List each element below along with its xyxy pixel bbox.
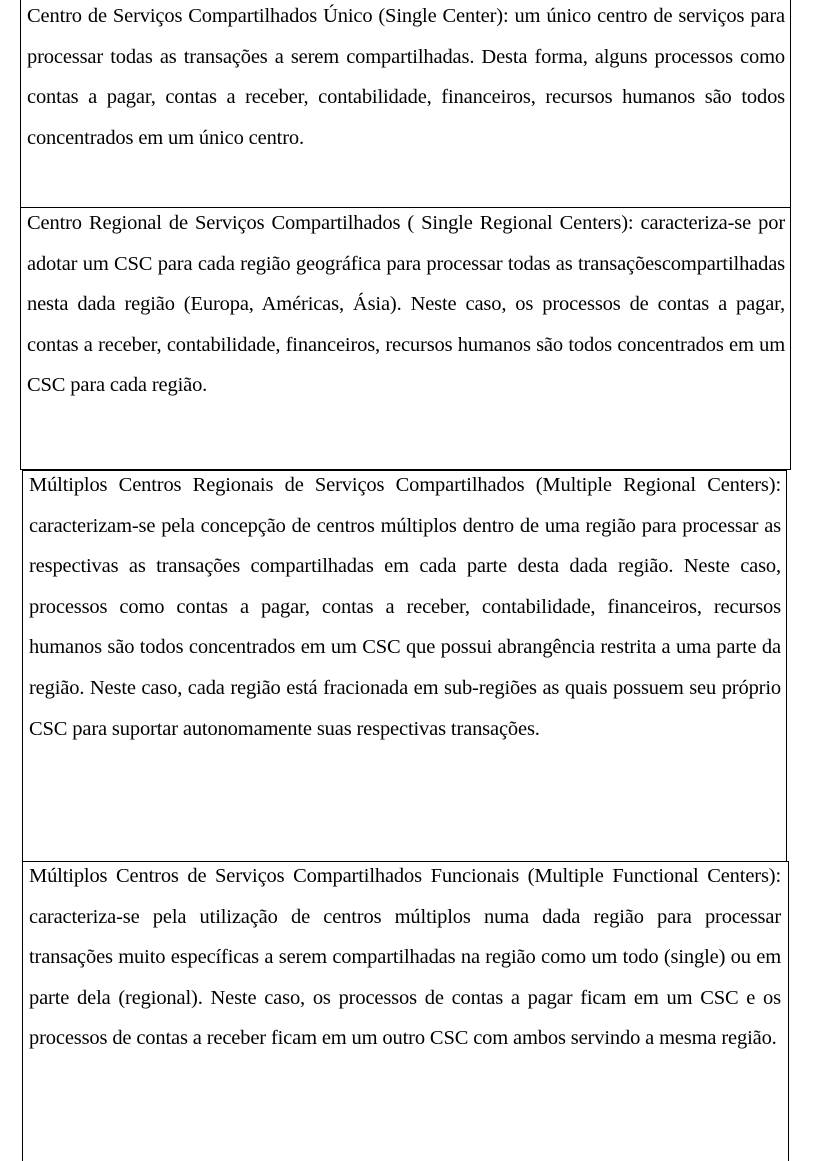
multiple-regional-centers-text: Múltiplos Centros Regionais de Serviços Compartilhados (Multiple Regional Centers): caracterizam-se pela concepção de centros múltiplos dentro de uma região para processar as respectivas as transações compartilhadas em cada parte desta dada região. Neste caso, processos como contas a pagar, contas a receber, contabilidade, financeiros, recursos humanos são todos concentrados em um CSC que possui abrangência restrita a uma parte da região. Neste caso, cada região está fracionada em sub-regiões as quais possuem seu próprio CSC para suportar autonomamente suas respectivas transações. [29, 474, 781, 740]
multiple-regional-centers-box [22, 470, 787, 862]
multiple-functional-centers-box [22, 861, 789, 1161]
multiple-functional-centers-text: Múltiplos Centros de Serviços Compartilhados Funcionais (Multiple Functional Centers): caracteriza-se pela utilização de centros múltiplos numa dada região para processar transações muito específicas a serem compartilhadas na região como um todo (single) ou em parte dela (regional). Neste caso, os processos de contas a pagar ficam em um CSC e os processos de contas a receber ficam em um outro CSC com ambos servindo a mesma região. [29, 865, 781, 1050]
single-center-text: Centro de Serviços Compartilhados Único (Single Center): um único centro de serviços para processar todas as transações a serem compartilhadas. Desta forma, alguns processos como contas a pagar, contas a receber, contabilidade, financeiros, recursos humanos são todos concentrados em um único centro. [27, 5, 785, 149]
single-regional-centers-box [20, 208, 791, 470]
single-regional-centers-text: Centro Regional de Serviços Compartilhados ( Single Regional Centers): caracteriza-se por adotar um CSC para cada região geográfica para processar todas as transaçõescompartilhadas nesta dada região (Europa, Américas, Ásia). Neste caso, os processos de contas a pagar, contas a receber, contabilidade, financeiros, recursos humanos são todos concentrados em um CSC para cada região. [27, 212, 785, 397]
single-center-box [20, 0, 791, 208]
